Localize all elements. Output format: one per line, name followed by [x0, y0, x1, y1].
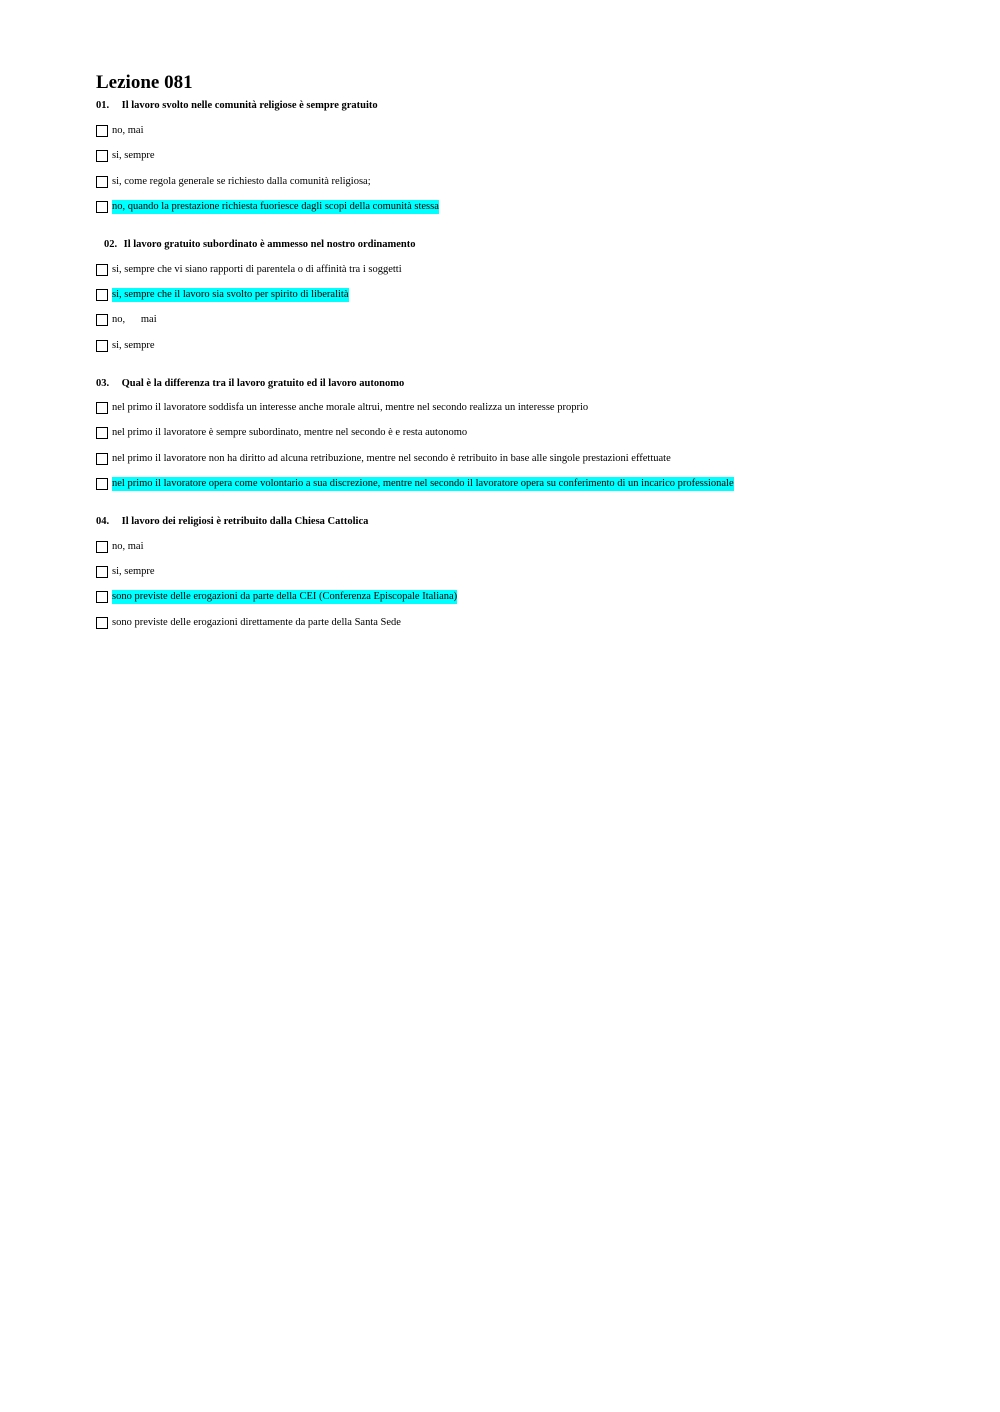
question-01-option-2[interactable]: [96, 149, 155, 163]
checkbox[interactable]: [96, 541, 108, 553]
question-03-heading: [96, 377, 404, 391]
question-text: Qual è la differenza tra il lavoro gratuito ed il lavoro autonomo: [121, 378, 405, 389]
option-label: si, sempre: [112, 150, 155, 161]
question-03-option-3[interactable]: [96, 452, 671, 466]
option-label: nel primo il lavoratore è sempre subordinato, mentre nel secondo è e resta autonomo: [112, 427, 468, 438]
question-03-option-4[interactable]: [96, 477, 734, 491]
checkbox[interactable]: [96, 314, 108, 326]
option-label: sono previste delle erogazioni direttamente da parte della Santa Sede: [112, 617, 401, 628]
checkbox[interactable]: [96, 617, 108, 629]
option-label: no, mai: [112, 125, 144, 136]
question-04-option-3[interactable]: [96, 590, 457, 604]
checkbox[interactable]: [96, 427, 108, 439]
checkbox[interactable]: [96, 201, 108, 213]
question-01-heading: [96, 99, 378, 113]
page-title: Lezione 081: [96, 72, 193, 93]
checkbox[interactable]: [96, 289, 108, 301]
option-label-highlighted: sono previste delle erogazioni da parte della CEI (Conferenza Episcopale Italiana): [112, 591, 458, 602]
question-text: Il lavoro gratuito subordinato è ammesso nel nostro ordinamento: [123, 239, 416, 250]
question-01-option-3[interactable]: [96, 175, 371, 189]
question-02-option-1[interactable]: [96, 263, 402, 277]
question-text: Il lavoro dei religiosi è retribuito dalla Chiesa Cattolica: [121, 516, 369, 527]
question-04-option-4[interactable]: [96, 616, 401, 630]
question-03-option-2[interactable]: [96, 426, 467, 440]
question-number: 01.: [96, 100, 110, 111]
question-text: Il lavoro svolto nelle comunità religiose è sempre gratuito: [121, 100, 378, 111]
question-04-option-1[interactable]: [96, 540, 144, 554]
option-label: si, come regola generale se richiesto dalla comunità religiosa;: [112, 176, 371, 187]
option-label-highlighted: no, quando la prestazione richiesta fuoriesce dagli scopi della comunità stessa: [112, 201, 439, 212]
checkbox[interactable]: [96, 125, 108, 137]
question-02-option-2[interactable]: [96, 288, 349, 302]
option-label-highlighted: nel primo il lavoratore opera come volontario a sua discrezione, mentre nel secondo il lavoratore opera su conferimento di un incarico professionale: [112, 478, 734, 489]
checkbox[interactable]: [96, 150, 108, 162]
question-number: 04.: [96, 516, 110, 527]
option-label: nel primo il lavoratore soddisfa un interesse anche morale altrui, mentre nel secondo realizza un interesse proprio: [112, 402, 589, 413]
option-label-highlighted: si, sempre che il lavoro sia svolto per spirito di liberalità: [112, 289, 349, 300]
question-01-option-1[interactable]: [96, 124, 144, 138]
checkbox[interactable]: [96, 478, 108, 490]
checkbox[interactable]: [96, 176, 108, 188]
question-number: 03.: [96, 378, 110, 389]
option-label: si, sempre: [112, 340, 155, 351]
checkbox[interactable]: [96, 566, 108, 578]
option-label: si, sempre: [112, 566, 155, 577]
checkbox[interactable]: [96, 453, 108, 465]
question-02-option-3[interactable]: [96, 313, 157, 327]
checkbox[interactable]: [96, 264, 108, 276]
question-04-option-2[interactable]: [96, 565, 155, 579]
question-02-heading: [104, 238, 416, 252]
question-04-heading: [96, 515, 368, 529]
option-label: no, mai: [112, 314, 157, 325]
checkbox[interactable]: [96, 340, 108, 352]
option-label: si, sempre che vi siano rapporti di parentela o di affinità tra i soggetti: [112, 264, 402, 275]
question-03-option-1[interactable]: [96, 401, 588, 415]
option-label: no, mai: [112, 541, 144, 552]
option-label: nel primo il lavoratore non ha diritto ad alcuna retribuzione, mentre nel secondo è retribuito in base alle singole prestazioni effettuate: [112, 453, 671, 464]
question-01-option-4[interactable]: [96, 200, 439, 214]
question-number: 02.: [104, 239, 118, 250]
question-02-option-4[interactable]: [96, 339, 155, 353]
checkbox[interactable]: [96, 591, 108, 603]
checkbox[interactable]: [96, 402, 108, 414]
